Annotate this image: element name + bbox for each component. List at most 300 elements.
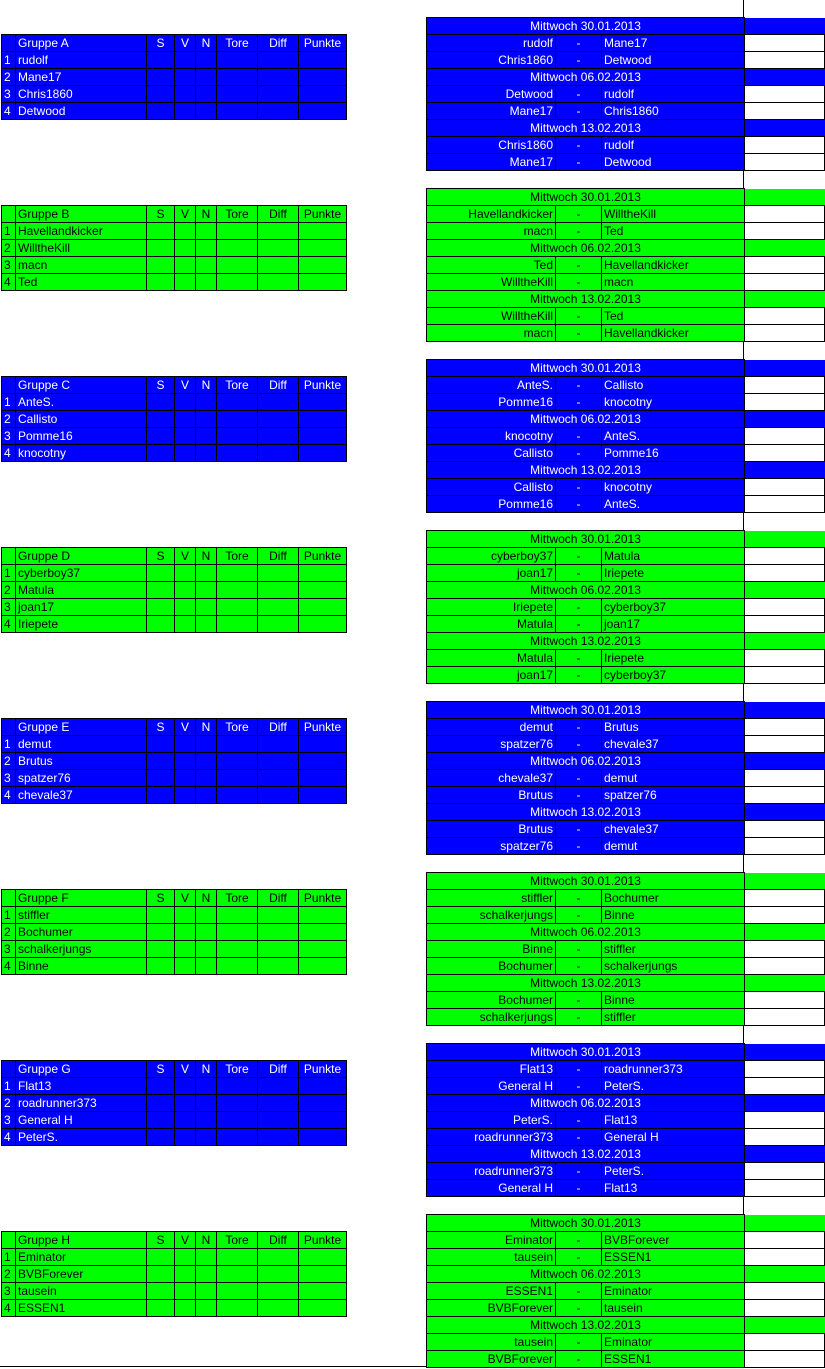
- away-team[interactable]: Havellandkicker: [602, 257, 745, 274]
- stat-cell-diff[interactable]: [258, 240, 299, 257]
- stat-cell-n[interactable]: [196, 941, 217, 958]
- away-team[interactable]: Chris1860: [602, 103, 745, 120]
- away-team[interactable]: cyberboy37: [602, 599, 745, 616]
- stat-cell-tore[interactable]: [217, 770, 258, 787]
- stat-cell-v[interactable]: [175, 565, 196, 582]
- away-team[interactable]: tausein: [602, 1300, 745, 1317]
- away-team[interactable]: Ted: [602, 223, 745, 240]
- stat-cell-tore[interactable]: [217, 52, 258, 69]
- team-name[interactable]: stiffler: [16, 907, 147, 924]
- home-team[interactable]: tausein: [427, 1249, 556, 1266]
- stat-cell-punkte[interactable]: [299, 565, 347, 582]
- team-name[interactable]: Havellandkicker: [16, 223, 147, 240]
- team-name[interactable]: WilltheKill: [16, 240, 147, 257]
- team-name[interactable]: roadrunner373: [16, 1095, 147, 1112]
- stat-cell-tore[interactable]: [217, 1095, 258, 1112]
- result-cell[interactable]: [745, 992, 825, 1009]
- stat-cell-s[interactable]: [147, 1078, 175, 1095]
- stat-cell-s[interactable]: [147, 770, 175, 787]
- stat-cell-v[interactable]: [175, 411, 196, 428]
- stat-cell-diff[interactable]: [258, 394, 299, 411]
- stat-cell-punkte[interactable]: [299, 941, 347, 958]
- result-cell[interactable]: [745, 787, 825, 804]
- result-cell[interactable]: [745, 1351, 825, 1368]
- stat-cell-punkte[interactable]: [299, 86, 347, 103]
- result-cell[interactable]: [745, 736, 825, 753]
- stat-cell-s[interactable]: [147, 240, 175, 257]
- team-name[interactable]: Bochumer: [16, 924, 147, 941]
- stat-cell-s[interactable]: [147, 223, 175, 240]
- away-team[interactable]: Pomme16: [602, 445, 745, 462]
- stat-cell-n[interactable]: [196, 599, 217, 616]
- stat-cell-v[interactable]: [175, 924, 196, 941]
- stat-cell-punkte[interactable]: [299, 770, 347, 787]
- stat-cell-v[interactable]: [175, 1300, 196, 1317]
- stat-cell-tore[interactable]: [217, 753, 258, 770]
- home-team[interactable]: macn: [427, 223, 556, 240]
- stat-cell-v[interactable]: [175, 86, 196, 103]
- stat-cell-diff[interactable]: [258, 565, 299, 582]
- team-name[interactable]: Pomme16: [16, 428, 147, 445]
- result-cell[interactable]: [745, 650, 825, 667]
- result-cell[interactable]: [745, 223, 825, 240]
- stat-cell-punkte[interactable]: [299, 103, 347, 120]
- result-cell[interactable]: [745, 1078, 825, 1095]
- result-cell[interactable]: [745, 325, 825, 342]
- stat-cell-punkte[interactable]: [299, 582, 347, 599]
- home-team[interactable]: Chris1860: [427, 137, 556, 154]
- stat-cell-diff[interactable]: [258, 941, 299, 958]
- stat-cell-n[interactable]: [196, 240, 217, 257]
- home-team[interactable]: Mane17: [427, 103, 556, 120]
- stat-cell-v[interactable]: [175, 1283, 196, 1300]
- result-cell[interactable]: [745, 377, 825, 394]
- result-cell[interactable]: [745, 599, 825, 616]
- home-team[interactable]: Detwood: [427, 86, 556, 103]
- home-team[interactable]: ESSEN1: [427, 1283, 556, 1300]
- stat-cell-tore[interactable]: [217, 1129, 258, 1146]
- away-team[interactable]: AnteS.: [602, 496, 745, 513]
- stat-cell-punkte[interactable]: [299, 411, 347, 428]
- result-cell[interactable]: [745, 821, 825, 838]
- stat-cell-punkte[interactable]: [299, 257, 347, 274]
- away-team[interactable]: demut: [602, 770, 745, 787]
- away-team[interactable]: WilltheKill: [602, 206, 745, 223]
- stat-cell-s[interactable]: [147, 411, 175, 428]
- away-team[interactable]: knocotny: [602, 394, 745, 411]
- home-team[interactable]: Matula: [427, 616, 556, 633]
- home-team[interactable]: demut: [427, 719, 556, 736]
- stat-cell-punkte[interactable]: [299, 1129, 347, 1146]
- result-cell[interactable]: [745, 1009, 825, 1026]
- away-team[interactable]: cyberboy37: [602, 667, 745, 684]
- home-team[interactable]: roadrunner373: [427, 1163, 556, 1180]
- stat-cell-diff[interactable]: [258, 274, 299, 291]
- away-team[interactable]: Iriepete: [602, 565, 745, 582]
- team-name[interactable]: Chris1860: [16, 86, 147, 103]
- stat-cell-s[interactable]: [147, 445, 175, 462]
- home-team[interactable]: chevale37: [427, 770, 556, 787]
- home-team[interactable]: Pomme16: [427, 496, 556, 513]
- result-cell[interactable]: [745, 479, 825, 496]
- stat-cell-n[interactable]: [196, 428, 217, 445]
- stat-cell-v[interactable]: [175, 753, 196, 770]
- stat-cell-punkte[interactable]: [299, 274, 347, 291]
- stat-cell-diff[interactable]: [258, 1249, 299, 1266]
- stat-cell-diff[interactable]: [258, 86, 299, 103]
- stat-cell-s[interactable]: [147, 753, 175, 770]
- stat-cell-v[interactable]: [175, 1129, 196, 1146]
- stat-cell-tore[interactable]: [217, 1249, 258, 1266]
- home-team[interactable]: knocotny: [427, 428, 556, 445]
- stat-cell-punkte[interactable]: [299, 753, 347, 770]
- result-cell[interactable]: [745, 1061, 825, 1078]
- team-name[interactable]: Matula: [16, 582, 147, 599]
- home-team[interactable]: BVBForever: [427, 1351, 556, 1368]
- stat-cell-punkte[interactable]: [299, 924, 347, 941]
- stat-cell-v[interactable]: [175, 941, 196, 958]
- home-team[interactable]: Iriepete: [427, 599, 556, 616]
- stat-cell-s[interactable]: [147, 257, 175, 274]
- team-name[interactable]: spatzer76: [16, 770, 147, 787]
- stat-cell-punkte[interactable]: [299, 787, 347, 804]
- team-name[interactable]: Brutus: [16, 753, 147, 770]
- stat-cell-tore[interactable]: [217, 257, 258, 274]
- stat-cell-v[interactable]: [175, 1112, 196, 1129]
- stat-cell-v[interactable]: [175, 394, 196, 411]
- result-cell[interactable]: [745, 565, 825, 582]
- result-cell[interactable]: [745, 394, 825, 411]
- home-team[interactable]: Eminator: [427, 1232, 556, 1249]
- stat-cell-n[interactable]: [196, 1112, 217, 1129]
- stat-cell-tore[interactable]: [217, 924, 258, 941]
- team-name[interactable]: schalkerjungs: [16, 941, 147, 958]
- result-cell[interactable]: [745, 1163, 825, 1180]
- stat-cell-tore[interactable]: [217, 1300, 258, 1317]
- stat-cell-punkte[interactable]: [299, 736, 347, 753]
- stat-cell-n[interactable]: [196, 274, 217, 291]
- stat-cell-n[interactable]: [196, 86, 217, 103]
- home-team[interactable]: WilltheKill: [427, 308, 556, 325]
- stat-cell-punkte[interactable]: [299, 428, 347, 445]
- stat-cell-diff[interactable]: [258, 1266, 299, 1283]
- stat-cell-v[interactable]: [175, 240, 196, 257]
- stat-cell-tore[interactable]: [217, 411, 258, 428]
- away-team[interactable]: roadrunner373: [602, 1061, 745, 1078]
- stat-cell-n[interactable]: [196, 770, 217, 787]
- team-name[interactable]: demut: [16, 736, 147, 753]
- stat-cell-n[interactable]: [196, 907, 217, 924]
- home-team[interactable]: Chris1860: [427, 52, 556, 69]
- stat-cell-n[interactable]: [196, 103, 217, 120]
- team-name[interactable]: tausein: [16, 1283, 147, 1300]
- home-team[interactable]: Bochumer: [427, 992, 556, 1009]
- stat-cell-diff[interactable]: [258, 103, 299, 120]
- stat-cell-tore[interactable]: [217, 958, 258, 975]
- stat-cell-n[interactable]: [196, 565, 217, 582]
- home-team[interactable]: Callisto: [427, 445, 556, 462]
- stat-cell-tore[interactable]: [217, 428, 258, 445]
- result-cell[interactable]: [745, 206, 825, 223]
- home-team[interactable]: Brutus: [427, 821, 556, 838]
- stat-cell-tore[interactable]: [217, 736, 258, 753]
- stat-cell-tore[interactable]: [217, 274, 258, 291]
- stat-cell-s[interactable]: [147, 1300, 175, 1317]
- stat-cell-v[interactable]: [175, 1266, 196, 1283]
- away-team[interactable]: Binne: [602, 907, 745, 924]
- away-team[interactable]: BVBForever: [602, 1232, 745, 1249]
- stat-cell-tore[interactable]: [217, 1266, 258, 1283]
- stat-cell-n[interactable]: [196, 1266, 217, 1283]
- stat-cell-diff[interactable]: [258, 599, 299, 616]
- result-cell[interactable]: [745, 154, 825, 171]
- home-team[interactable]: Pomme16: [427, 394, 556, 411]
- stat-cell-diff[interactable]: [258, 924, 299, 941]
- stat-cell-v[interactable]: [175, 582, 196, 599]
- home-team[interactable]: schalkerjungs: [427, 1009, 556, 1026]
- stat-cell-s[interactable]: [147, 787, 175, 804]
- stat-cell-diff[interactable]: [258, 445, 299, 462]
- result-cell[interactable]: [745, 838, 825, 855]
- result-cell[interactable]: [745, 35, 825, 52]
- stat-cell-diff[interactable]: [258, 1283, 299, 1300]
- away-team[interactable]: macn: [602, 274, 745, 291]
- team-name[interactable]: Detwood: [16, 103, 147, 120]
- team-name[interactable]: joan17: [16, 599, 147, 616]
- away-team[interactable]: Ted: [602, 308, 745, 325]
- away-team[interactable]: Iriepete: [602, 650, 745, 667]
- stat-cell-diff[interactable]: [258, 907, 299, 924]
- stat-cell-s[interactable]: [147, 616, 175, 633]
- stat-cell-s[interactable]: [147, 1283, 175, 1300]
- stat-cell-punkte[interactable]: [299, 240, 347, 257]
- home-team[interactable]: General H: [427, 1180, 556, 1197]
- away-team[interactable]: rudolf: [602, 86, 745, 103]
- away-team[interactable]: chevale37: [602, 821, 745, 838]
- away-team[interactable]: chevale37: [602, 736, 745, 753]
- stat-cell-n[interactable]: [196, 52, 217, 69]
- away-team[interactable]: ESSEN1: [602, 1249, 745, 1266]
- stat-cell-n[interactable]: [196, 411, 217, 428]
- stat-cell-s[interactable]: [147, 274, 175, 291]
- stat-cell-tore[interactable]: [217, 240, 258, 257]
- home-team[interactable]: Callisto: [427, 479, 556, 496]
- stat-cell-diff[interactable]: [258, 958, 299, 975]
- team-name[interactable]: macn: [16, 257, 147, 274]
- stat-cell-diff[interactable]: [258, 69, 299, 86]
- stat-cell-s[interactable]: [147, 69, 175, 86]
- stat-cell-tore[interactable]: [217, 616, 258, 633]
- stat-cell-diff[interactable]: [258, 1095, 299, 1112]
- stat-cell-diff[interactable]: [258, 582, 299, 599]
- team-name[interactable]: Callisto: [16, 411, 147, 428]
- home-team[interactable]: macn: [427, 325, 556, 342]
- team-name[interactable]: Iriepete: [16, 616, 147, 633]
- result-cell[interactable]: [745, 1300, 825, 1317]
- result-cell[interactable]: [745, 667, 825, 684]
- away-team[interactable]: General H: [602, 1129, 745, 1146]
- stat-cell-diff[interactable]: [258, 428, 299, 445]
- team-name[interactable]: Binne: [16, 958, 147, 975]
- stat-cell-s[interactable]: [147, 1112, 175, 1129]
- stat-cell-v[interactable]: [175, 616, 196, 633]
- stat-cell-v[interactable]: [175, 257, 196, 274]
- stat-cell-diff[interactable]: [258, 787, 299, 804]
- away-team[interactable]: stiffler: [602, 941, 745, 958]
- result-cell[interactable]: [745, 548, 825, 565]
- home-team[interactable]: Brutus: [427, 787, 556, 804]
- away-team[interactable]: schalkerjungs: [602, 958, 745, 975]
- stat-cell-v[interactable]: [175, 736, 196, 753]
- stat-cell-tore[interactable]: [217, 941, 258, 958]
- result-cell[interactable]: [745, 496, 825, 513]
- away-team[interactable]: Mane17: [602, 35, 745, 52]
- stat-cell-s[interactable]: [147, 1095, 175, 1112]
- stat-cell-punkte[interactable]: [299, 907, 347, 924]
- away-team[interactable]: Detwood: [602, 52, 745, 69]
- stat-cell-tore[interactable]: [217, 907, 258, 924]
- away-team[interactable]: Havellandkicker: [602, 325, 745, 342]
- stat-cell-v[interactable]: [175, 787, 196, 804]
- stat-cell-tore[interactable]: [217, 599, 258, 616]
- result-cell[interactable]: [745, 103, 825, 120]
- stat-cell-n[interactable]: [196, 1078, 217, 1095]
- result-cell[interactable]: [745, 890, 825, 907]
- away-team[interactable]: PeterS.: [602, 1078, 745, 1095]
- away-team[interactable]: rudolf: [602, 137, 745, 154]
- stat-cell-v[interactable]: [175, 599, 196, 616]
- stat-cell-n[interactable]: [196, 257, 217, 274]
- stat-cell-tore[interactable]: [217, 1283, 258, 1300]
- stat-cell-n[interactable]: [196, 753, 217, 770]
- stat-cell-diff[interactable]: [258, 616, 299, 633]
- home-team[interactable]: Ted: [427, 257, 556, 274]
- stat-cell-s[interactable]: [147, 1266, 175, 1283]
- away-team[interactable]: stiffler: [602, 1009, 745, 1026]
- team-name[interactable]: Mane17: [16, 69, 147, 86]
- stat-cell-diff[interactable]: [258, 770, 299, 787]
- result-cell[interactable]: [745, 1232, 825, 1249]
- stat-cell-diff[interactable]: [258, 411, 299, 428]
- team-name[interactable]: Eminator: [16, 1249, 147, 1266]
- home-team[interactable]: Binne: [427, 941, 556, 958]
- stat-cell-v[interactable]: [175, 770, 196, 787]
- home-team[interactable]: AnteS.: [427, 377, 556, 394]
- away-team[interactable]: joan17: [602, 616, 745, 633]
- team-name[interactable]: AnteS.: [16, 394, 147, 411]
- stat-cell-punkte[interactable]: [299, 69, 347, 86]
- stat-cell-v[interactable]: [175, 907, 196, 924]
- result-cell[interactable]: [745, 308, 825, 325]
- stat-cell-tore[interactable]: [217, 1078, 258, 1095]
- stat-cell-s[interactable]: [147, 907, 175, 924]
- stat-cell-diff[interactable]: [258, 736, 299, 753]
- team-name[interactable]: Ted: [16, 274, 147, 291]
- result-cell[interactable]: [745, 445, 825, 462]
- stat-cell-n[interactable]: [196, 1300, 217, 1317]
- stat-cell-v[interactable]: [175, 274, 196, 291]
- stat-cell-punkte[interactable]: [299, 1078, 347, 1095]
- stat-cell-s[interactable]: [147, 52, 175, 69]
- away-team[interactable]: demut: [602, 838, 745, 855]
- away-team[interactable]: spatzer76: [602, 787, 745, 804]
- stat-cell-v[interactable]: [175, 1249, 196, 1266]
- team-name[interactable]: BVBForever: [16, 1266, 147, 1283]
- stat-cell-v[interactable]: [175, 103, 196, 120]
- stat-cell-punkte[interactable]: [299, 1095, 347, 1112]
- home-team[interactable]: tausein: [427, 1334, 556, 1351]
- result-cell[interactable]: [745, 719, 825, 736]
- stat-cell-diff[interactable]: [258, 1129, 299, 1146]
- stat-cell-v[interactable]: [175, 428, 196, 445]
- stat-cell-v[interactable]: [175, 52, 196, 69]
- result-cell[interactable]: [745, 274, 825, 291]
- stat-cell-punkte[interactable]: [299, 1249, 347, 1266]
- result-cell[interactable]: [745, 941, 825, 958]
- home-team[interactable]: Flat13: [427, 1061, 556, 1078]
- team-name[interactable]: chevale37: [16, 787, 147, 804]
- stat-cell-s[interactable]: [147, 565, 175, 582]
- home-team[interactable]: WilltheKill: [427, 274, 556, 291]
- home-team[interactable]: stiffler: [427, 890, 556, 907]
- away-team[interactable]: AnteS.: [602, 428, 745, 445]
- away-team[interactable]: Callisto: [602, 377, 745, 394]
- stat-cell-diff[interactable]: [258, 257, 299, 274]
- stat-cell-n[interactable]: [196, 445, 217, 462]
- stat-cell-tore[interactable]: [217, 223, 258, 240]
- away-team[interactable]: Bochumer: [602, 890, 745, 907]
- stat-cell-s[interactable]: [147, 599, 175, 616]
- stat-cell-n[interactable]: [196, 736, 217, 753]
- stat-cell-v[interactable]: [175, 445, 196, 462]
- stat-cell-n[interactable]: [196, 924, 217, 941]
- away-team[interactable]: knocotny: [602, 479, 745, 496]
- result-cell[interactable]: [745, 1334, 825, 1351]
- stat-cell-diff[interactable]: [258, 1078, 299, 1095]
- away-team[interactable]: Flat13: [602, 1180, 745, 1197]
- stat-cell-tore[interactable]: [217, 86, 258, 103]
- result-cell[interactable]: [745, 86, 825, 103]
- stat-cell-punkte[interactable]: [299, 223, 347, 240]
- away-team[interactable]: Binne: [602, 992, 745, 1009]
- away-team[interactable]: Eminator: [602, 1334, 745, 1351]
- result-cell[interactable]: [745, 52, 825, 69]
- stat-cell-tore[interactable]: [217, 69, 258, 86]
- stat-cell-punkte[interactable]: [299, 958, 347, 975]
- stat-cell-v[interactable]: [175, 1078, 196, 1095]
- stat-cell-diff[interactable]: [258, 753, 299, 770]
- team-name[interactable]: Flat13: [16, 1078, 147, 1095]
- stat-cell-s[interactable]: [147, 582, 175, 599]
- away-team[interactable]: Brutus: [602, 719, 745, 736]
- stat-cell-v[interactable]: [175, 69, 196, 86]
- stat-cell-s[interactable]: [147, 924, 175, 941]
- stat-cell-s[interactable]: [147, 736, 175, 753]
- home-team[interactable]: schalkerjungs: [427, 907, 556, 924]
- away-team[interactable]: ESSEN1: [602, 1351, 745, 1368]
- home-team[interactable]: joan17: [427, 667, 556, 684]
- stat-cell-tore[interactable]: [217, 1112, 258, 1129]
- home-team[interactable]: General H: [427, 1078, 556, 1095]
- stat-cell-punkte[interactable]: [299, 599, 347, 616]
- stat-cell-s[interactable]: [147, 394, 175, 411]
- stat-cell-punkte[interactable]: [299, 52, 347, 69]
- stat-cell-tore[interactable]: [217, 394, 258, 411]
- stat-cell-punkte[interactable]: [299, 1112, 347, 1129]
- result-cell[interactable]: [745, 1283, 825, 1300]
- team-name[interactable]: General H: [16, 1112, 147, 1129]
- stat-cell-n[interactable]: [196, 1249, 217, 1266]
